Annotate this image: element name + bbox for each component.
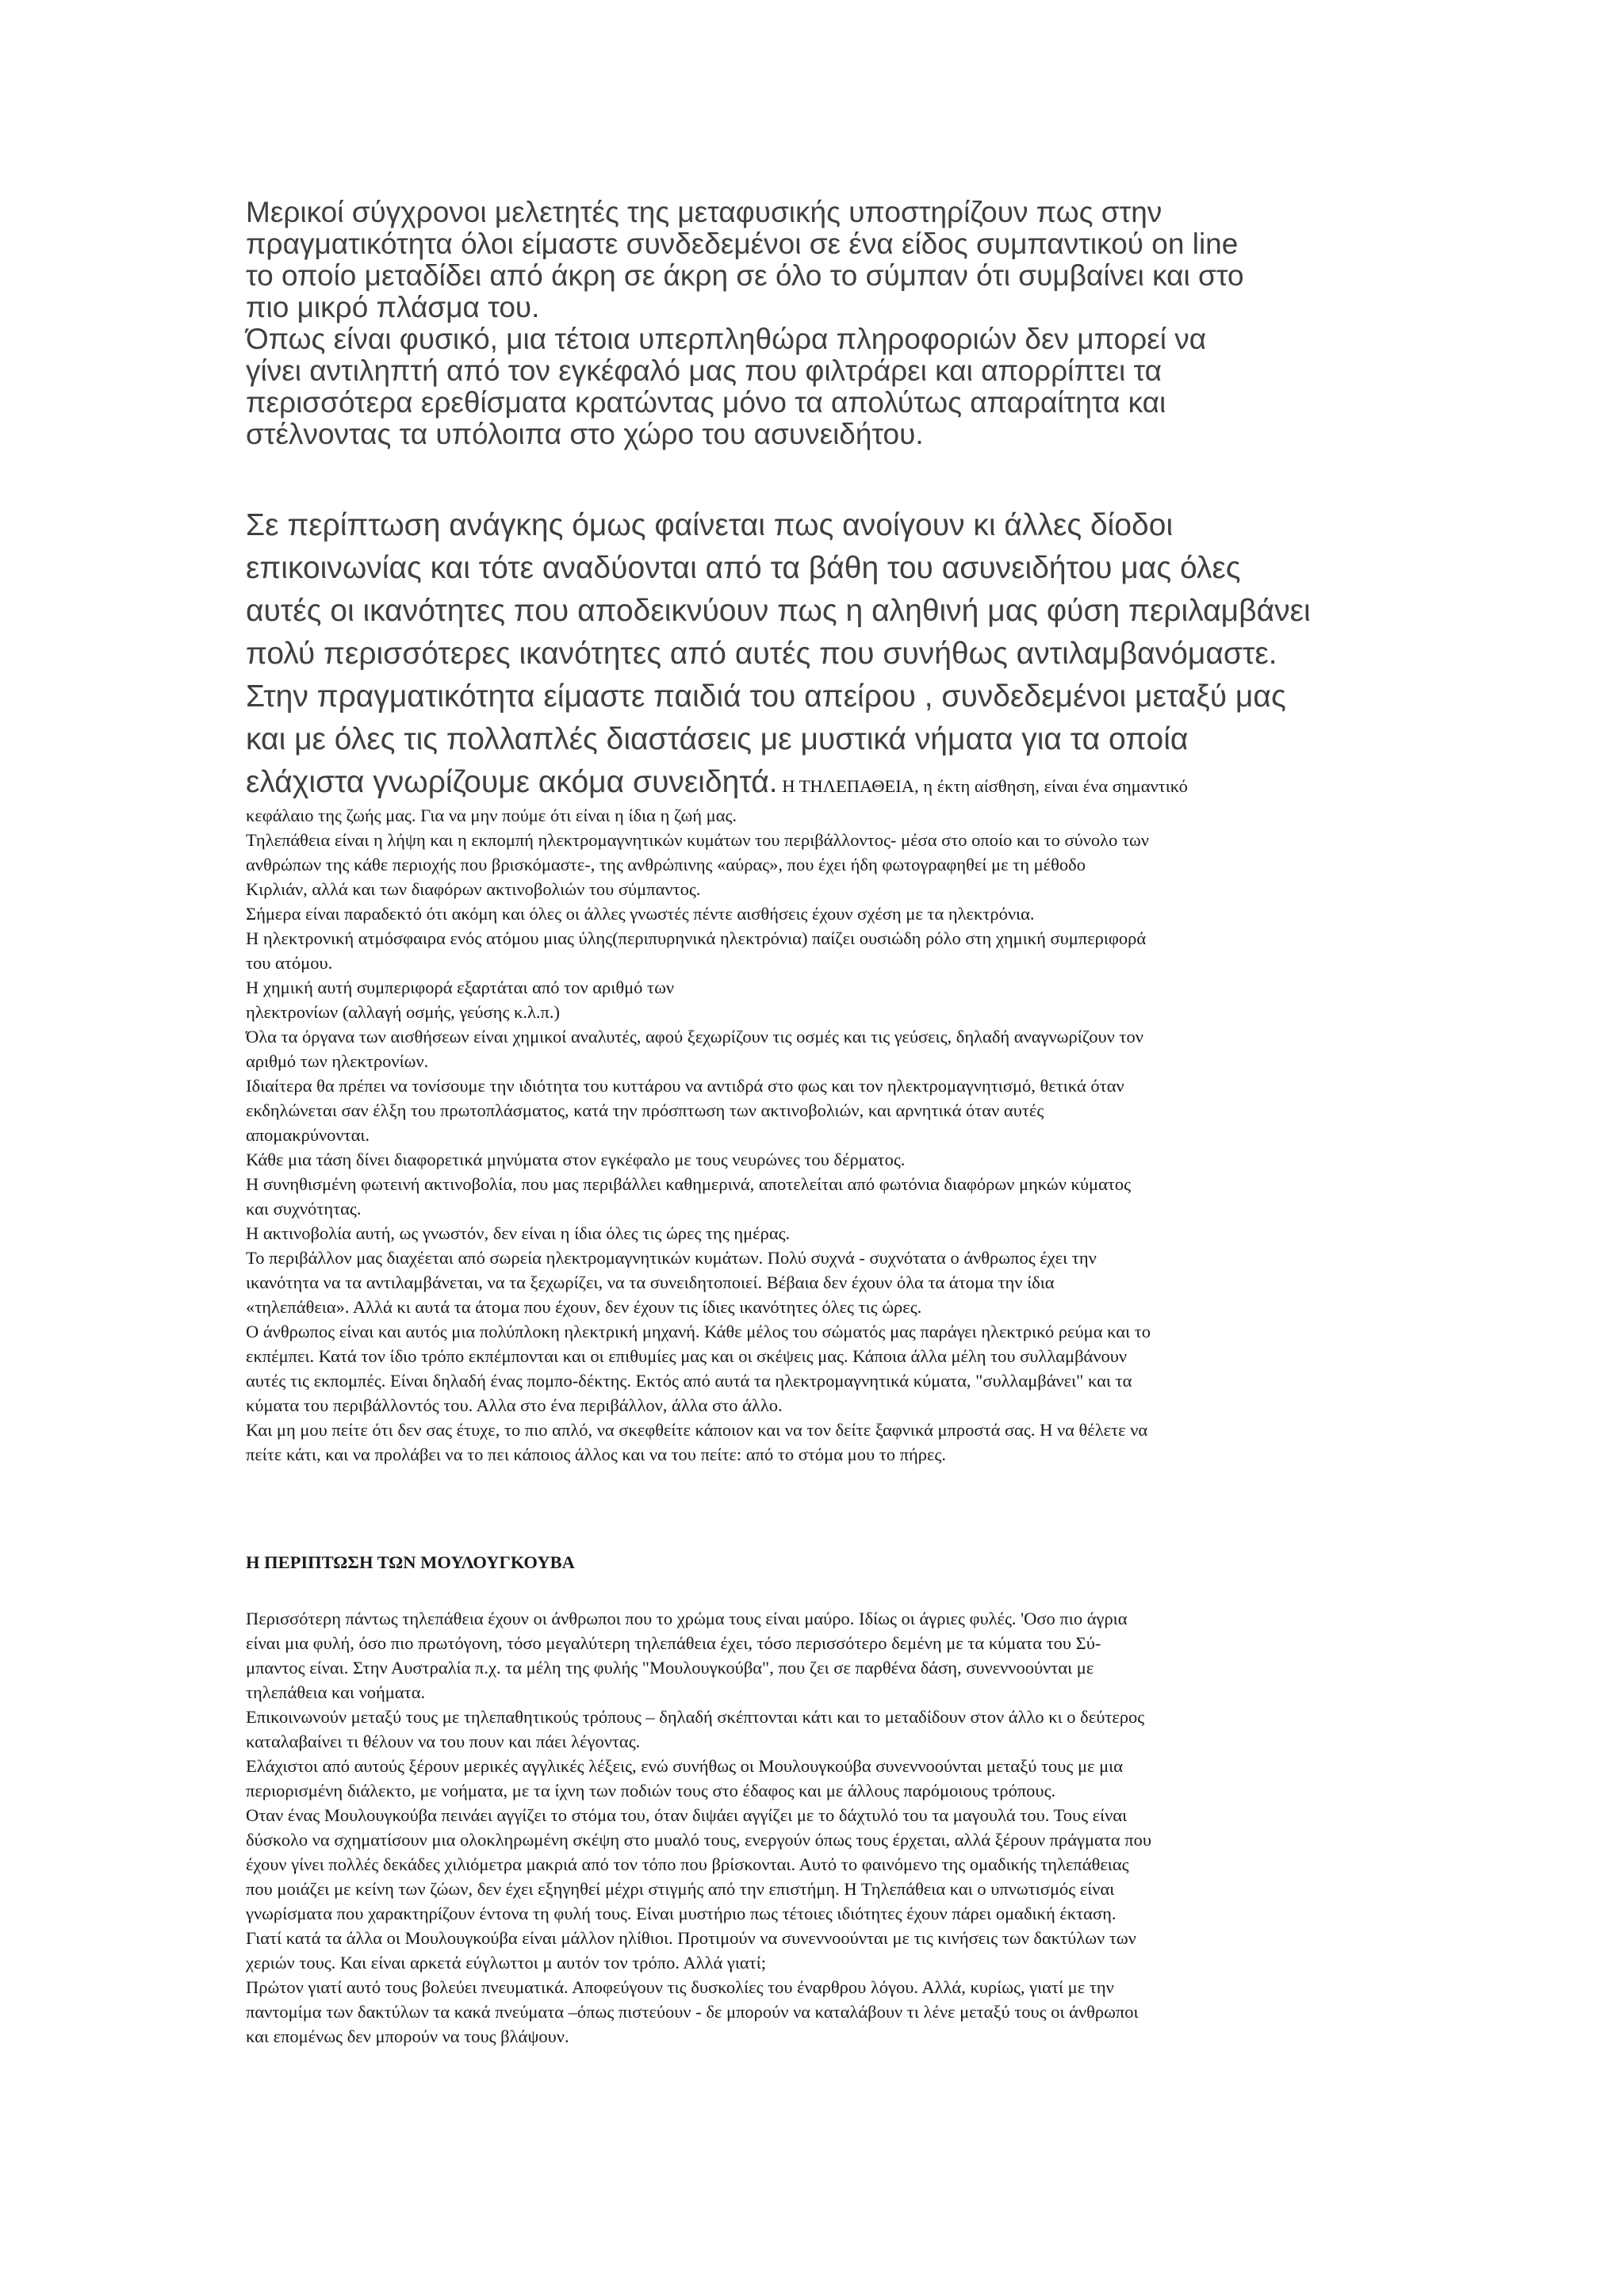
intro2-line: και με όλες τις πολλαπλές διαστάσεις με μυστικά νήματα για τα οποία [246, 722, 1189, 756]
intro-paragraph [246, 197, 1404, 450]
intro2-line: Στην πραγματικότητα είμαστε παιδιά του απείρου , συνδεδεμένοι μεταξύ μας [246, 679, 1286, 714]
body-line: εκδηλώνεται σαν έλξη του πρωτοπλάσματος, κατά την πρόσπτωση των ακτινοβολιών, και αρνητικά όταν αυτές [246, 1100, 1044, 1120]
telepathy-body [246, 803, 1396, 1467]
body-line: Η συνηθισμένη φωτεινή ακτινοβολία, που μας περιβάλλει καθημερινά, αποτελείται από φωτόνια διαφόρων μηκών κύματος [246, 1174, 1132, 1194]
intro-line: Μερικοί σύγχρονοι μελετητές της μεταφυσικής υποστηρίζουν πως στην [246, 196, 1162, 228]
body-line: Κάθε μια τάση δίνει διαφορετικά μηνύματα στον εγκέφαλο με τους νευρώνες του δέρματος. [246, 1150, 906, 1169]
body-line: Ιδιαίτερα θα πρέπει να τονίσουμε την ιδιότητα του κυττάρου να αντιδρά στο φως και τον ηλεκτρομαγνητισμό, θετικά όταν [246, 1076, 1124, 1096]
body-line: δύσκολο να σχηματίσουν μια ολοκληρωμένη σκέψη στο μυαλό τους, ενεργούν όπως τους έρχεται, αλλά ξέρουν πράγματα που [246, 1830, 1152, 1850]
body-line: Τηλεπάθεια είναι η λήψη και η εκπομπή ηλεκτρομαγνητικών κυμάτων του περιβάλλοντος- μέσα στο οποίο και το σύνολο των [246, 830, 1149, 850]
body-line: μπαντος είναι. Στην Αυστραλία π.χ. τα μέλη της φυλής "Μουλουγκούβα", που ζει σε παρθένα δάση, συνεννοούνται με [246, 1658, 1094, 1678]
intro-line: περισσότερα ερεθίσματα κρατώντας μόνο τα απολύτως απαραίτητα και [246, 386, 1166, 419]
moulougkouva-body [246, 1606, 1396, 2049]
body-line: τηλεπάθεια και νοήματα. [246, 1682, 426, 1702]
body-line: ανθρώπων της κάθε περιοχής που βρισκόμαστε-, της ανθρώπινης «αύρας», που έχει ήδη φωτογραφηθεί με τη μέθοδο [246, 855, 1086, 874]
body-line: χεριών τους. Και είναι αρκετά εύγλωττοι μ αυτόν τον τρόπο. Αλλά γιατί; [246, 1953, 767, 1973]
body-line: που μοιάζει με κείνη των ζώων, δεν έχει εξηγηθεί μέχρι στιγμής από την επιστήμη. Η Τηλεπάθεια και ο υπνωτισμός είναι [246, 1879, 1115, 1899]
body-line: περιορισμένη διάλεκτο, με νοήματα, με τα ίχνη των ποδιών τους στο έδαφος και με άλλους παρόμοιους τρόπους. [246, 1781, 1056, 1800]
body-line: Ελάχιστοι από αυτούς ξέρουν μερικές αγγλικές λέξεις, ενώ συνήθως οι Μουλουγκούβα συνεννοούνται μεταξύ τους με μια [246, 1756, 1123, 1776]
body-line: καταλαβαίνει τι θέλουν να του πουν και πάει λέγοντας. [246, 1732, 641, 1751]
body-line: Οταν ένας Μουλουγκούβα πεινάει αγγίζει το στόμα του, όταν διψάει αγγίζει με το δάχτυλό του τα μαγουλά του. Τους είναι [246, 1805, 1128, 1825]
body-line: Και μη μου πείτε ότι δεν σας έτυχε, το πιο απλό, να σκεφθείτε κάποιον και να τον δείτε ξαφνικά μπροστά σας. Η να θέλετε να [246, 1420, 1148, 1440]
body-line: Επικοινωνούν μεταξύ τους με τηλεπαθητικούς τρόπους – δηλαδή σκέπτονται κάτι και το μεταδίδουν στον άλλο κι ο δεύτερος [246, 1707, 1145, 1727]
body-line: είναι μια φυλή, όσο πιο πρωτόγονη, τόσο μεγαλύτερη τηλεπάθεια έχει, τόσο περισσότερο δεμένη με τα κύματα του Σύ- [246, 1633, 1101, 1653]
body-line: Όλα τα όργανα των αισθήσεων είναι χημικοί αναλυτές, αφού ξεχωρίζουν τις οσμές και τις γεύσεις, δηλαδή αναγνωρίζουν τον [246, 1027, 1143, 1047]
body-line: έχουν γίνει πολλές δεκάδες χιλιόμετρα μακριά από τον τόπο που βρίσκονται. Αυτό το φαινόμενο της ομαδικής τηλεπάθειας [246, 1854, 1129, 1874]
intro-line: Όπως είναι φυσικό, μια τέτοια υπερπληθώρα πληροφοριών δεν μπορεί να [246, 323, 1207, 355]
body-line: αυτές τις εκπομπές. Είναι δηλαδή ένας πομπο-δέκτης. Εκτός από αυτά τα ηλεκτρομαγνητικά κύματα, "συλλαμβάνει" και τα [246, 1371, 1132, 1391]
body-line: γνωρίσματα που χαρακτηρίζουν έντονα τη φυλή τους. Είναι μυστήριο πως τέτοιες ιδιότητες έχουν πάρει ομαδική έκταση. [246, 1904, 1116, 1923]
body-line: κεφάλαιο της ζωής μας. Για να μην πούμε ότι είναι η ίδια η ζωή μας. [246, 806, 737, 825]
intro-line: στέλνοντας τα υπόλοιπα στο χώρο του ασυνειδήτου. [246, 418, 924, 450]
intro2-last-text: ελάχιστα γνωρίζουμε ακόμα συνειδητά. [246, 765, 778, 799]
body-line: και επομένως δεν μπορούν να τους βλάψουν. [246, 2026, 569, 2046]
body-line: ικανότητα να τα αντιλαμβάνεται, να τα ξεχωρίζει, να τα συνειδητοποιεί. Βέβαια δεν έχουν όλα τα άτομα την ίδια [246, 1272, 1055, 1292]
body-line: Πρώτον γιατί αυτό τους βολεύει πνευματικά. Αποφεύγουν τις δυσκολίες του έναρθρου λόγου. Αλλά, κυρίως, γιατί με την [246, 1977, 1114, 1997]
body-line: κύματα του περιβάλλοντός του. Αλλα στο ένα περιβάλλον, άλλα στο άλλο. [246, 1395, 783, 1415]
body-line: απομακρύνονται. [246, 1125, 370, 1145]
body-line: Γιατί κατά τα άλλα οι Μουλουγκούβα είναι μάλλον ηλίθιοι. Προτιμούν να συνεννοούνται με τις κινήσεις των δακτύλων των [246, 1928, 1136, 1948]
body-line: Η ακτινοβολία αυτή, ως γνωστόν, δεν είναι η ίδια όλες τις ώρες της ημέρας. [246, 1223, 791, 1243]
body-line: Κιρλιάν, αλλά και των διαφόρων ακτινοβολιών του σύμπαντος. [246, 879, 701, 899]
body-line: Περισσότερη πάντως τηλεπάθεια έχουν οι άνθρωποι που το χρώμα τους είναι μαύρο. Ιδίως οι άγριες φυλές. 'Οσο πιο άγρια [246, 1609, 1128, 1628]
intro2-last-line [246, 761, 1404, 808]
telepathy-intro: Η ΤΗΛΕΠΑΘΕΙΑ, η έκτη αίσθηση, είναι ένα σημαντικό [777, 776, 1188, 796]
body-line: αριθμό των ηλεκτρονίων. [246, 1051, 429, 1071]
intro-line: πραγματικότητα όλοι είμαστε συνδεδεμένοι σε ένα είδος συμπαντικού on line [246, 228, 1239, 260]
body-line: και συχνότητας. [246, 1199, 362, 1219]
intro-line: το οποίο μεταδίδει από άκρη σε άκρη σε όλο το σύμπαν ότι συμβαίνει και στο [246, 259, 1244, 292]
body-line: πείτε κάτι, και να προλάβει να το πει κάποιος άλλος και να του πείτε: από το στόμα μου το πήρες. [246, 1445, 946, 1464]
section-heading: Η ΠΕΡΙΠΤΩΣΗ ΤΩΝ ΜΟΥΛΟΥΓΚΟΥΒΑ [246, 1552, 575, 1572]
intro2-line: αυτές οι ικανότητες που αποδεικνύουν πως η αληθινή μας φύση περιλαμβάνει [246, 594, 1311, 628]
body-line: ηλεκτρονίων (αλλαγή οσμής, γεύσης κ.λ.π.) [246, 1002, 560, 1022]
intro2-line: επικοινωνίας και τότε αναδύονται από τα βάθη του ασυνειδήτου μας όλες [246, 551, 1241, 585]
body-line: Σήμερα είναι παραδεκτό ότι ακόμη και όλες οι άλλες γνωστές πέντε αισθήσεις έχουν σχέση με τα ηλεκτρόνια. [246, 904, 1035, 924]
intro-line: πιο μικρό πλάσμα του. [246, 291, 540, 323]
body-line: Το περιβάλλον μας διαχέεται από σωρεία ηλεκτρομαγνητικών κυμάτων. Πολύ συχνά - συχνότατα ο άνθρωπος έχει την [246, 1248, 1097, 1268]
body-line: Ο άνθρωπος είναι και αυτός μια πολύπλοκη ηλεκτρική μηχανή. Κάθε μέλος του σώματός μας παράγει ηλεκτρικό ρεύμα και το [246, 1322, 1151, 1341]
body-line: Η ηλεκτρονική ατμόσφαιρα ενός ατόμου μιας ύλης(περιπυρηνικά ηλεκτρόνια) παίζει ουσιώδη ρόλο στη χημική συμπεριφορά [246, 928, 1147, 948]
intro-paragraph-2 [246, 504, 1404, 808]
body-line: του ατόμου. [246, 953, 333, 973]
body-line: Η χημική αυτή συμπεριφορά εξαρτάται από τον αριθμό των [246, 978, 675, 997]
body-line: παντομίμα των δακτύλων τα κακά πνεύματα –όπως πιστεύουν - δε μπορούν να καταλάβουν τι λένε μεταξύ τους οι άνθρωποι [246, 2002, 1139, 2022]
body-line: «τηλεπάθεια». Αλλά κι αυτά τα άτομα που έχουν, δεν έχουν τις ίδιες ικανότητες όλες τις ώρες. [246, 1297, 922, 1317]
intro2-line: Σε περίπτωση ανάγκης όμως φαίνεται πως ανοίγουν κι άλλες δίοδοι [246, 508, 1174, 542]
intro2-line: πολύ περισσότερες ικανότητες από αυτές που συνήθως αντιλαμβανόμαστε. [246, 637, 1277, 671]
intro-line: γίνει αντιληπτή από τον εγκέφαλό μας που φιλτράρει και απορρίπτει τα [246, 354, 1162, 387]
body-line: εκπέμπει. Κατά τον ίδιο τρόπο εκπέμπονται και οι επιθυμίες μας και οι σκέψεις μας. Κάποια άλλα μέλη του συλλαμβάνουν [246, 1346, 1128, 1366]
